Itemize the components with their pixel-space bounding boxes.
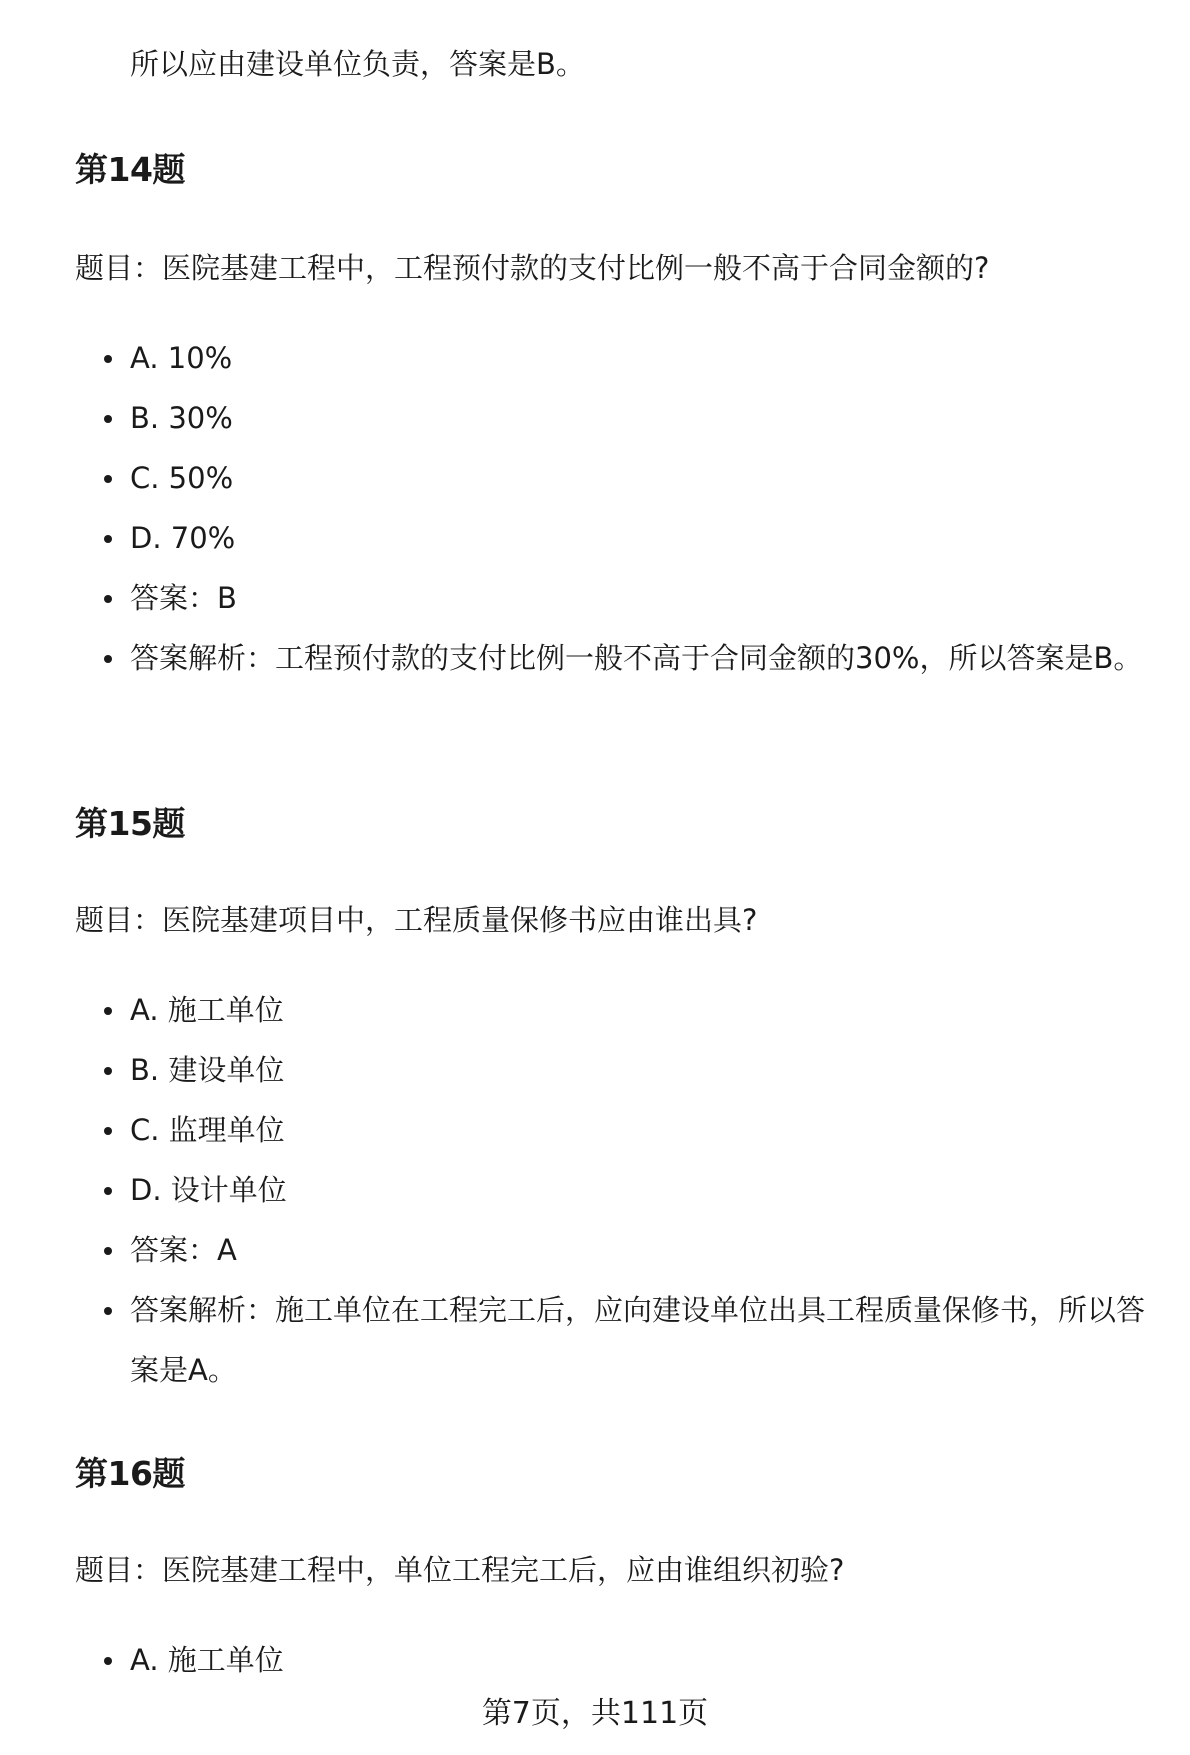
option-c: C. 50%	[0, 448, 1190, 508]
option-b: B. 30%	[0, 388, 1190, 448]
question-15-list	[0, 980, 1190, 1400]
bullet-icon	[104, 535, 112, 543]
option-a: A. 施工单位	[0, 980, 1190, 1040]
bullet-icon	[104, 415, 112, 423]
question-14-list	[0, 328, 1190, 688]
option-a: A. 施工单位	[0, 1630, 1190, 1690]
option-d: D. 70%	[0, 508, 1190, 568]
option-d: D. 设计单位	[0, 1160, 1190, 1220]
answer: 答案：A	[0, 1220, 1190, 1280]
previous-answer-conclusion: 所以应由建设单位负责，答案是B。	[130, 47, 585, 81]
question-16-heading: 第16题	[75, 1454, 185, 1493]
bullet-icon	[104, 1247, 112, 1255]
answer-analysis: 答案解析：施工单位在工程完工后，应向建设单位出具工程质量保修书，所以答案是A。	[0, 1280, 1170, 1400]
page-footer: 第7页，共111页	[481, 1696, 709, 1731]
question-14-stem: 题目：医院基建工程中，工程预付款的支付比例一般不高于合同金额的?	[75, 251, 990, 285]
bullet-icon	[104, 1007, 112, 1015]
bullet-icon	[104, 1307, 112, 1315]
question-15-heading: 第15题	[75, 804, 185, 843]
bullet-icon	[104, 1657, 112, 1665]
question-16-list	[0, 1630, 1190, 1690]
answer-analysis: 答案解析：工程预付款的支付比例一般不高于合同金额的30%，所以答案是B。	[0, 628, 1150, 688]
question-15-stem: 题目：医院基建项目中，工程质量保修书应由谁出具?	[75, 903, 758, 937]
bullet-icon	[104, 655, 112, 663]
option-b: B. 建设单位	[0, 1040, 1190, 1100]
bullet-icon	[104, 1067, 112, 1075]
option-c: C. 监理单位	[0, 1100, 1190, 1160]
bullet-icon	[104, 595, 112, 603]
answer: 答案：B	[0, 568, 1190, 628]
bullet-icon	[104, 1187, 112, 1195]
question-14-heading: 第14题	[75, 150, 185, 189]
option-a: A. 10%	[0, 328, 1190, 388]
bullet-icon	[104, 355, 112, 363]
bullet-icon	[104, 475, 112, 483]
question-16-stem: 题目：医院基建工程中，单位工程完工后，应由谁组织初验?	[75, 1553, 845, 1587]
bullet-icon	[104, 1127, 112, 1135]
